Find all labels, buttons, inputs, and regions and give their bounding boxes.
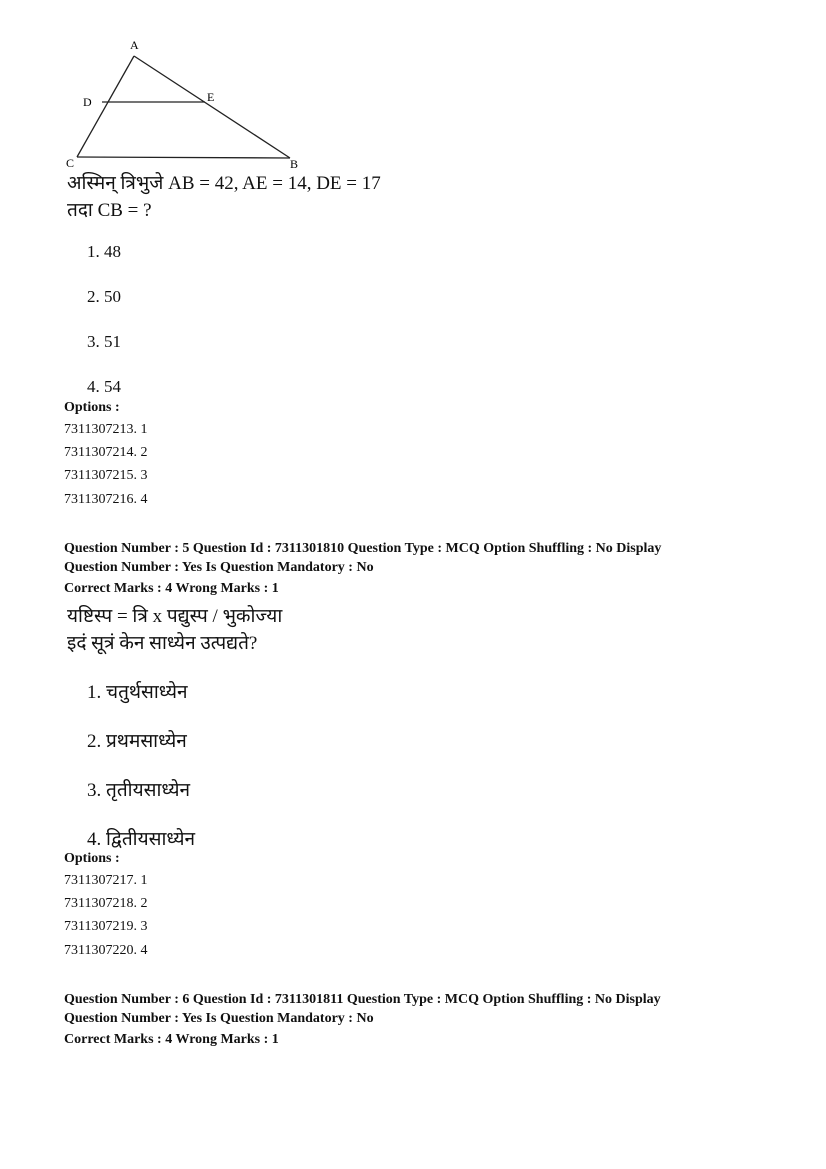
vertex-label-b: B (290, 157, 299, 171)
vertex-label-c: C (66, 156, 75, 170)
q6-meta-line-1: Question Number : 6 Question Id : 7311301811 Question Type : MCQ Option Shuffling : No Display (64, 992, 661, 1007)
q6-meta-line-2: Question Number : Yes Is Question Mandatory : No (64, 1011, 374, 1026)
triangle-figure (60, 36, 310, 176)
q5-meta-line-2: Question Number : Yes Is Question Mandatory : No (64, 560, 374, 575)
q4-options-label: Options : (64, 400, 120, 415)
q4-choice-2: 2. 50 (87, 287, 121, 306)
q4-option-code-2: 7311307214. 2 (64, 445, 148, 460)
q4-choice-4: 4. 54 (87, 377, 121, 394)
vertex-label-a: A (130, 38, 139, 52)
q5-question-line-2: इदं सूत्रं केन साध्येन उत्पद्यते? (67, 633, 258, 654)
q4-question-line-1: अस्मिन् त्रिभुजे AB = 42, AE = 14, DE = 17 (67, 173, 381, 194)
q4-question-line-2: तदा CB = ? (67, 200, 152, 221)
q5-meta-line-3: Correct Marks : 4 Wrong Marks : 1 (64, 581, 279, 596)
q5-question-line-1: यष्टिस्प = त्रि x पद्युस्प / भुकोज्या (67, 606, 283, 627)
q5-option-code-2: 7311307218. 2 (64, 896, 148, 911)
q4-choice-1: 1. 48 (87, 242, 121, 261)
side-ab (134, 56, 290, 158)
q5-option-code-1: 7311307217. 1 (64, 873, 148, 888)
q5-choice-3: 3. तृतीयसाध्येन (87, 780, 191, 801)
q5-option-code-4: 7311307220. 4 (64, 943, 148, 958)
q4-choice-3: 3. 51 (87, 332, 121, 351)
q4-option-code-4: 7311307216. 4 (64, 492, 148, 507)
side-cb (77, 157, 290, 158)
q5-option-code-3: 7311307219. 3 (64, 919, 148, 934)
q5-choice-1: 1. चतुर्थसाध्येन (87, 682, 188, 703)
q5-options-label: Options : (64, 851, 120, 866)
q4-option-code-1: 7311307213. 1 (64, 422, 148, 437)
q5-choice-2: 2. प्रथमसाध्येन (87, 731, 187, 752)
q6-meta-line-3: Correct Marks : 4 Wrong Marks : 1 (64, 1032, 279, 1047)
q5-meta-line-1: Question Number : 5 Question Id : 7311301810 Question Type : MCQ Option Shuffling : No Display (64, 541, 662, 556)
q5-choice-4: 4. द्वितीयसाध्येन (87, 829, 196, 850)
q4-option-code-3: 7311307215. 3 (64, 468, 148, 483)
vertex-label-e: E (207, 90, 215, 104)
vertex-label-d: D (83, 95, 92, 109)
